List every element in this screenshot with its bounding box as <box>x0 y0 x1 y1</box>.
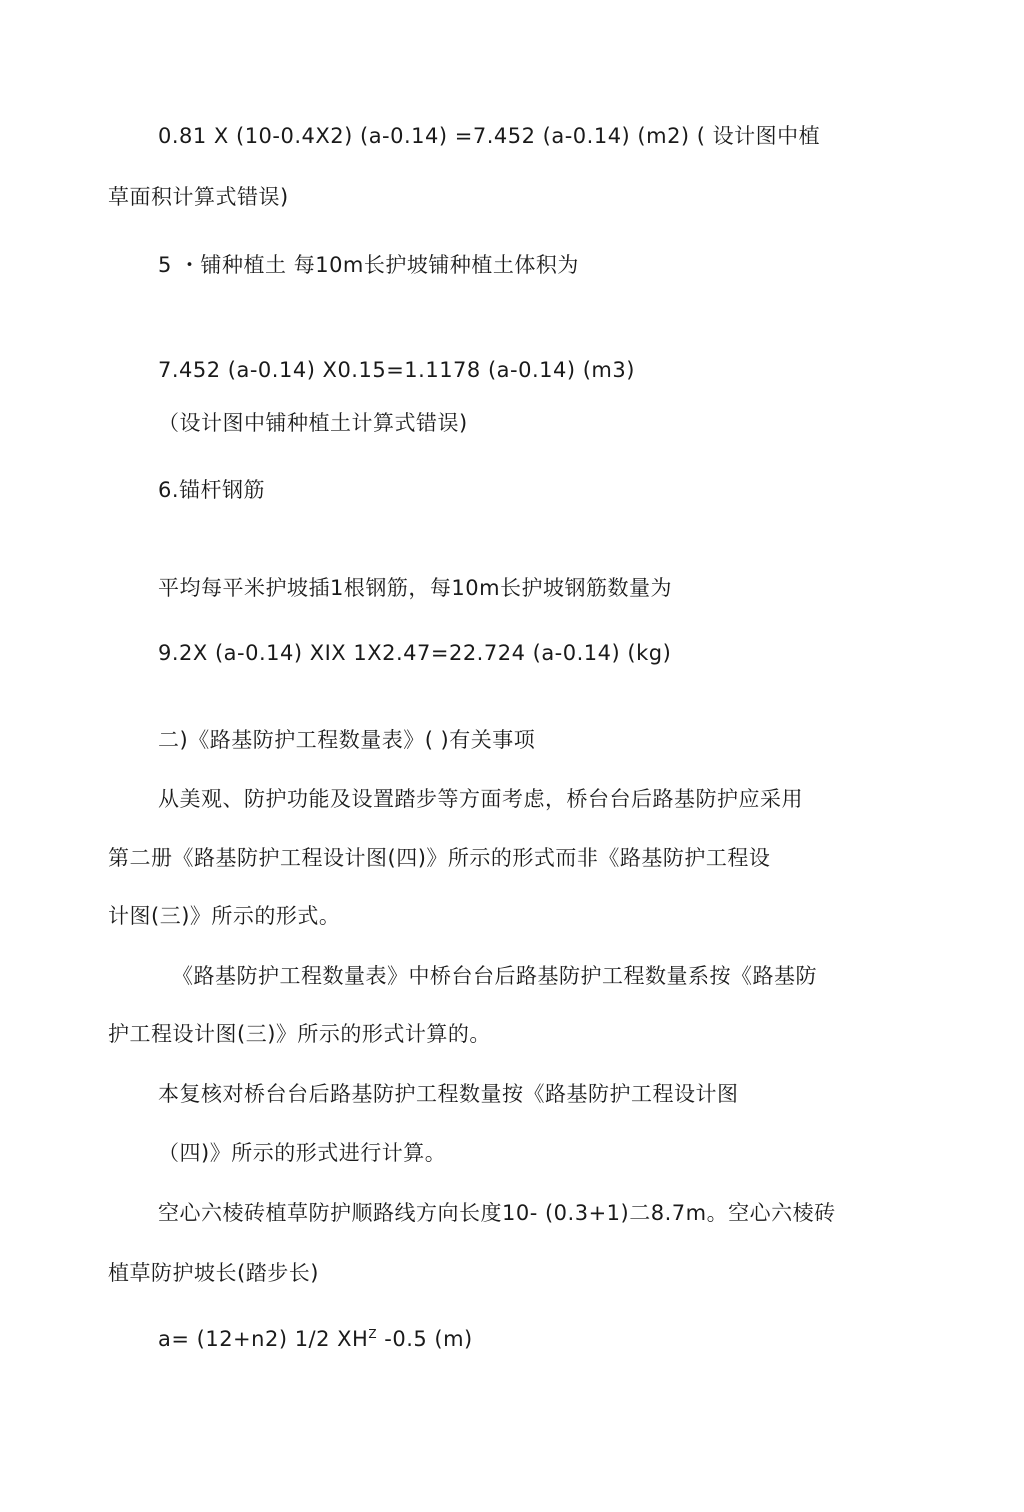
text-line-rebar: 平均每平米护坡插1根钢筋，每10m长护坡钢筋数量为 <box>158 576 673 600</box>
paragraph-line-3: 计图(三)》所示的形式。 <box>108 904 341 928</box>
text-line-area-note: 草面积计算式错误) <box>108 185 289 209</box>
paragraph-line-8: 空心六棱砖植草防护顺路线方向长度10- (0.3+1)二8.7m。空心六棱砖 <box>158 1201 836 1225</box>
paragraph-line-4: 《路基防护工程数量表》中桥台台后路基防护工程数量系按《路基防 <box>172 964 817 988</box>
section-heading-2: 二)《路基防护工程数量表》( )有关事项 <box>158 728 536 752</box>
paragraph-line-2: 第二册《路基防护工程设计图(四)》所示的形式而非《路基防护工程设 <box>108 846 771 870</box>
paragraph-line-1: 从美观、防护功能及设置踏步等方面考虑，桥台台后路基防护应采用 <box>158 787 803 811</box>
paragraph-line-7: （四)》所示的形式进行计算。 <box>158 1141 447 1165</box>
text-line-volume-note: （设计图中铺种植土计算式错误) <box>158 411 468 435</box>
section-heading-6: 6.锚杆钢筋 <box>158 478 266 502</box>
paragraph-line-5: 护工程设计图(三)》所示的形式计算的。 <box>108 1022 491 1046</box>
formula-line-volume: 7.452 (a-0.14) X0.15=1.1178 (a-0.14) (m3) <box>158 358 635 382</box>
paragraph-line-9: 植草防护坡长(踏步长) <box>108 1261 319 1285</box>
formula-prefix: a= (12+n2) 1/2 XH <box>158 1327 369 1351</box>
formula-superscript: Z <box>368 1327 378 1341</box>
formula-line-area: 0.81 X (10-0.4X2) (a-0.14) =7.452 (a-0.14) (m2) ( 设计图中植 <box>158 124 821 148</box>
formula-line-slope <box>158 1325 473 1353</box>
formula-suffix: -0.5 (m) <box>377 1327 473 1351</box>
formula-line-rebar: 9.2X (a-0.14) XIX 1X2.47=22.724 (a-0.14) (kg) <box>158 641 672 665</box>
paragraph-line-6: 本复核对桥台台后路基防护工程数量按《路基防护工程设计图 <box>158 1082 739 1106</box>
section-heading-5: 5 ・铺种植土 每10m长护坡铺种植土体积为 <box>158 253 579 277</box>
